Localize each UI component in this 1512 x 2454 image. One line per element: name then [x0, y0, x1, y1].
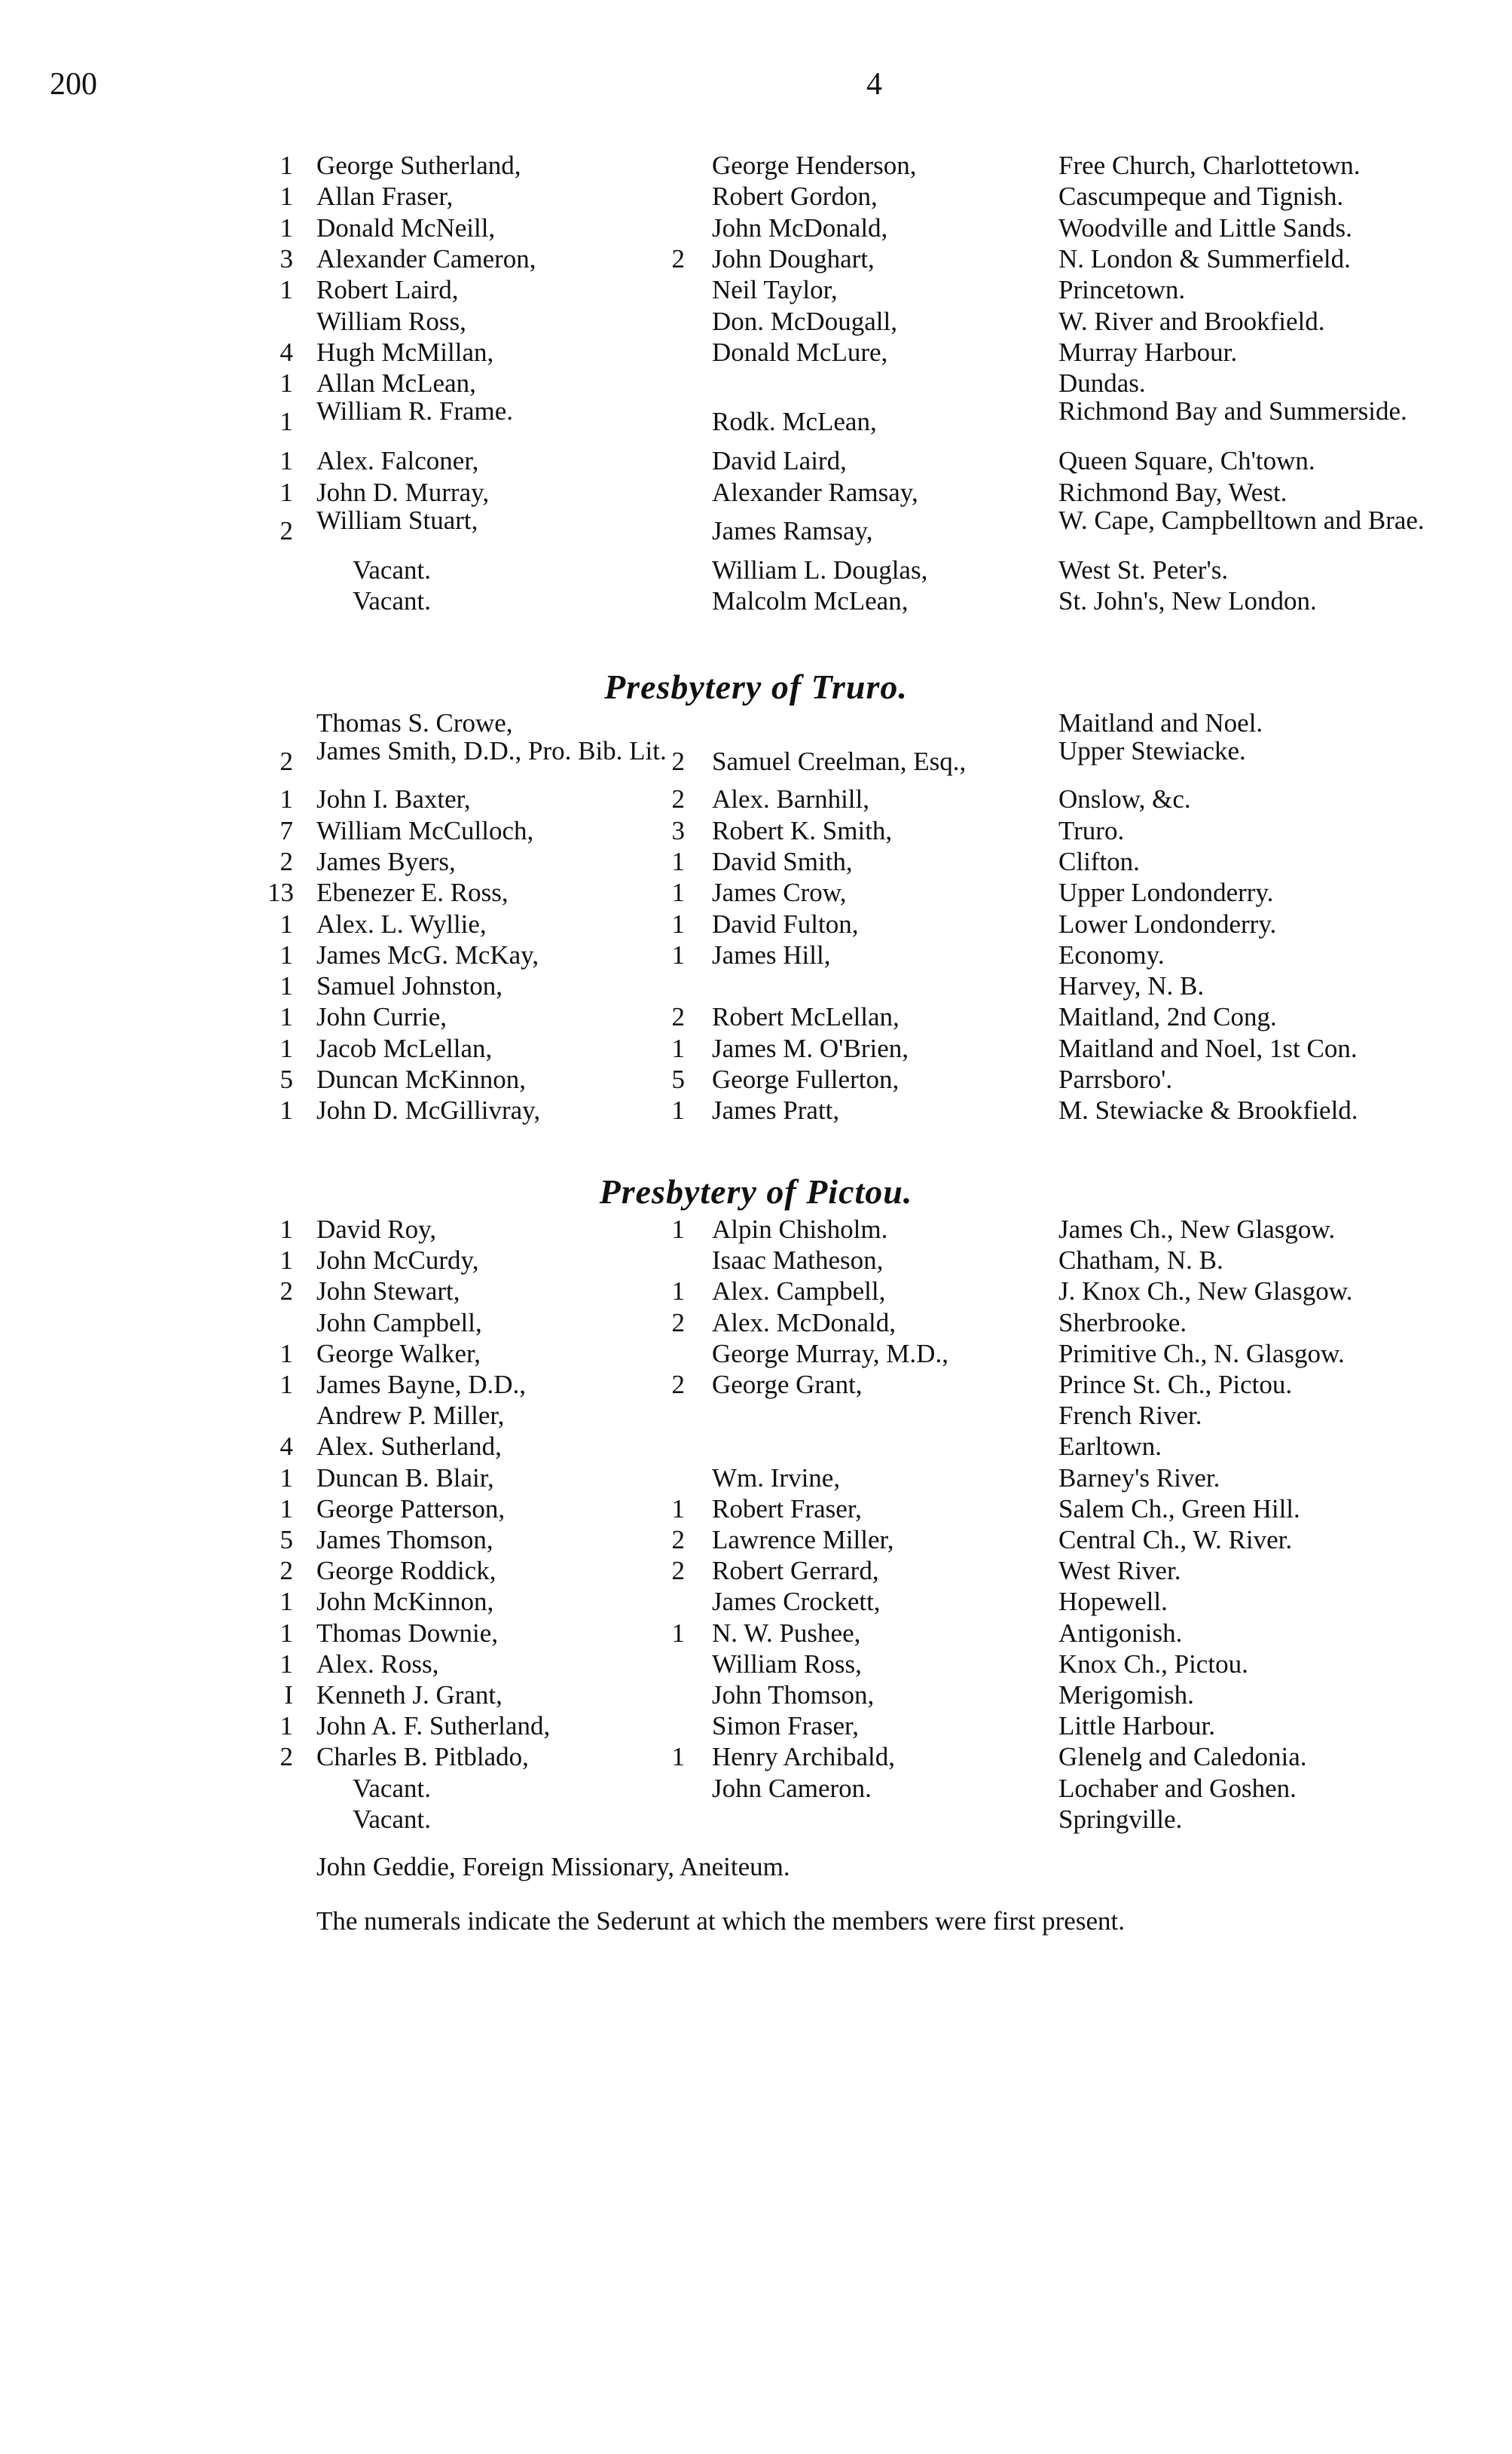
minister-name: Jacob McLellan,: [316, 1033, 493, 1063]
congregation-name: Prince St. Ch., Pictou.: [1058, 1370, 1293, 1399]
elder-name: James M. O'Brien,: [712, 1033, 909, 1063]
congregation-name: Truro.: [1058, 815, 1125, 845]
foreign-missionary-line: John Geddie, Foreign Missionary, Aneiteum.: [316, 1852, 790, 1881]
congregation-name: Richmond Bay and Summerside.: [1058, 396, 1407, 426]
congregation-name: J. Knox Ch., New Glasgow.: [1058, 1276, 1353, 1306]
minister-name: James Bayne, D.D.,: [316, 1370, 527, 1399]
congregation-name: W. Cape, Campbelltown and Brae.: [1058, 506, 1425, 535]
sederunt-number: 2: [279, 1742, 293, 1772]
sederunt-number: 1: [279, 151, 293, 180]
congregation-name: Chatham, N. B.: [1058, 1245, 1223, 1276]
congregation-name: French River.: [1058, 1401, 1202, 1431]
congregation-name: Central Ch., W. River.: [1058, 1525, 1293, 1554]
minister-name: Alex. Sutherland,: [316, 1432, 502, 1462]
congregation-name: Barney's River.: [1058, 1462, 1220, 1493]
minister-name: William McCulloch,: [316, 815, 534, 845]
minister-name: Allan McLean,: [316, 368, 476, 399]
minister-name: Robert Laird,: [316, 275, 459, 305]
elder-sederunt-number: 2: [671, 1525, 685, 1554]
sederunt-number: 4: [279, 1432, 293, 1462]
elder-name: Lawrence Miller,: [712, 1525, 894, 1554]
sederunt-number: 1: [279, 1002, 293, 1032]
sederunt-number: 1: [279, 477, 293, 507]
congregation-name: Queen Square, Ch'town.: [1058, 446, 1315, 476]
sederunt-number: 1: [279, 784, 293, 814]
elder-sederunt-number: 1: [671, 1742, 685, 1772]
sederunt-number: 1: [279, 971, 293, 1001]
minister-name: Thomas S. Crowe,: [316, 708, 513, 738]
congregation-name: Maitland and Noel, 1st Con.: [1058, 1033, 1358, 1063]
congregation-name: Clifton.: [1058, 846, 1140, 876]
sederunt-number: 1: [279, 1711, 293, 1741]
elder-name: David Laird,: [712, 446, 847, 476]
minister-name: William Stuart,: [316, 506, 478, 535]
congregation-name: Little Harbour.: [1058, 1711, 1216, 1741]
sederunt-number: 1: [279, 1338, 293, 1368]
elder-name: Robert Gordon,: [712, 182, 878, 212]
elder-name: Robert McLellan,: [712, 1002, 900, 1032]
congregation-name: Free Church, Charlottetown.: [1058, 151, 1361, 180]
minister-name: Alexander Cameron,: [316, 243, 536, 274]
congregation-name: Maitland and Noel.: [1058, 708, 1263, 738]
presbytery-heading: Presbytery of Truro.: [604, 668, 908, 706]
elder-name: N. W. Pushee,: [712, 1618, 861, 1648]
sederunt-number: 7: [279, 815, 293, 845]
congregation-name: Lower Londonderry.: [1058, 909, 1277, 939]
minister-name: Vacant.: [353, 1804, 431, 1834]
elder-name: Robert Fraser,: [712, 1493, 862, 1523]
sederunt-number: 1: [279, 940, 293, 970]
congregation-name: Woodville and Little Sands.: [1058, 212, 1352, 243]
sederunt-number: 1: [279, 909, 293, 939]
sederunt-number: 1: [279, 368, 293, 399]
sederunt-number: 2: [279, 747, 293, 777]
sederunt-number: 1: [279, 1587, 293, 1617]
minister-name: John Currie,: [316, 1002, 447, 1032]
sederunt-number: 1: [279, 1033, 293, 1063]
minister-name: Kenneth J. Grant,: [316, 1680, 502, 1710]
congregation-name: Antigonish.: [1058, 1618, 1183, 1648]
minister-name: Duncan B. Blair,: [316, 1462, 494, 1493]
congregation-name: Upper Londonderry.: [1058, 878, 1274, 908]
elder-name: William Ross,: [712, 1649, 862, 1679]
congregation-name: Springville.: [1058, 1804, 1183, 1834]
congregation-name: Economy.: [1058, 940, 1165, 970]
elder-sederunt-number: 2: [671, 1307, 685, 1337]
elder-sederunt-number: 1: [671, 878, 685, 908]
elder-name: Neil Taylor,: [712, 275, 838, 305]
elder-sederunt-number: 1: [671, 846, 685, 876]
elder-name: Samuel Creelman, Esq.,: [712, 747, 967, 777]
elder-name: Isaac Matheson,: [712, 1245, 884, 1276]
minister-name: William R. Frame.: [316, 396, 514, 426]
minister-name: Donald McNeill,: [316, 212, 496, 243]
sederunt-number: 13: [267, 878, 294, 908]
elder-name: Robert K. Smith,: [712, 815, 893, 845]
congregation-name: Maitland, 2nd Cong.: [1058, 1002, 1277, 1032]
sederunt-number: 1: [279, 1493, 293, 1523]
minister-name: Allan Fraser,: [316, 182, 454, 212]
sederunt-number: 1: [279, 1096, 293, 1126]
congregation-name: Dundas.: [1058, 368, 1146, 399]
elder-sederunt-number: 1: [671, 1276, 685, 1306]
sederunt-number: 4: [279, 337, 293, 367]
congregation-name: Sherbrooke.: [1058, 1307, 1187, 1337]
elder-name: John Thomson,: [712, 1680, 875, 1710]
elder-sederunt-number: 2: [671, 784, 685, 814]
minister-name: Thomas Downie,: [316, 1618, 499, 1648]
signature-mark: 4: [866, 67, 882, 102]
elder-name: John McDonald,: [712, 212, 888, 243]
presbytery-heading: Presbytery of Pictou.: [599, 1172, 913, 1211]
minister-name: Ebenezer E. Ross,: [316, 878, 509, 908]
sederunt-number: 1: [279, 1245, 293, 1276]
congregation-name: Princetown.: [1058, 275, 1186, 305]
minister-name: James Smith, D.D., Pro. Bib. Lit.: [316, 736, 667, 766]
elder-sederunt-number: 5: [671, 1065, 685, 1094]
elder-name: James Crockett,: [712, 1587, 881, 1617]
elder-sederunt-number: 2: [671, 243, 685, 274]
congregation-name: Cascumpeque and Tignish.: [1058, 182, 1344, 212]
minister-name: John Campbell,: [316, 1307, 482, 1337]
sederunt-number: 2: [279, 516, 293, 546]
congregation-name: Earltown.: [1058, 1432, 1162, 1462]
elder-name: Alex. McDonald,: [712, 1307, 896, 1337]
minister-name: John McCurdy,: [316, 1245, 479, 1276]
congregation-name: Primitive Ch., N. Glasgow.: [1058, 1338, 1345, 1368]
congregation-name: Glenelg and Caledonia.: [1058, 1742, 1307, 1772]
minister-name: Vacant.: [353, 555, 431, 585]
sederunt-number: 1: [279, 407, 293, 437]
sederunt-number: 1: [279, 1618, 293, 1648]
sederunt-number: 1: [279, 446, 293, 476]
congregation-name: N. London & Summerfield.: [1058, 243, 1351, 274]
minister-name: Alex. L. Wyllie,: [316, 909, 487, 939]
sederunt-note: The numerals indicate the Sederunt at which the members were first present.: [316, 1906, 1125, 1936]
congregation-name: W. River and Brookfield.: [1058, 306, 1325, 336]
elder-name: Wm. Irvine,: [712, 1462, 841, 1493]
elder-sederunt-number: 1: [671, 1215, 685, 1244]
elder-sederunt-number: 1: [671, 1033, 685, 1063]
congregation-name: Onslow, &c.: [1058, 784, 1191, 814]
minister-name: Hugh McMillan,: [316, 337, 494, 367]
elder-name: James Pratt,: [712, 1096, 840, 1126]
minister-name: George Walker,: [316, 1338, 481, 1368]
elder-name: Donald McLure,: [712, 337, 888, 367]
sederunt-number: 1: [279, 275, 293, 305]
elder-name: Alpin Chisholm.: [712, 1215, 888, 1244]
elder-sederunt-number: 2: [671, 747, 685, 777]
elder-sederunt-number: 2: [671, 1370, 685, 1399]
sederunt-number: 3: [279, 243, 293, 274]
minister-name: James Byers,: [316, 846, 456, 876]
minister-name: Alex. Falconer,: [316, 446, 479, 476]
minister-name: James McG. McKay,: [316, 940, 539, 970]
minister-name: Vacant.: [353, 1773, 431, 1803]
congregation-name: West St. Peter's.: [1058, 555, 1229, 585]
minister-name: John Stewart,: [316, 1276, 460, 1306]
sederunt-number: 1: [279, 1649, 293, 1679]
elder-sederunt-number: 1: [671, 1096, 685, 1126]
elder-name: Alex. Barnhill,: [712, 784, 869, 814]
elder-name: Henry Archibald,: [712, 1742, 895, 1772]
elder-name: James Crow,: [712, 878, 847, 908]
elder-name: George Murray, M.D.,: [712, 1338, 948, 1368]
sederunt-number: 1: [279, 1370, 293, 1399]
congregation-name: Hopewell.: [1058, 1587, 1168, 1617]
page-number: 200: [50, 67, 97, 102]
sederunt-number: I: [284, 1680, 293, 1710]
elder-sederunt-number: 1: [671, 1493, 685, 1523]
elder-name: David Fulton,: [712, 909, 859, 939]
elder-name: George Fullerton,: [712, 1065, 900, 1094]
congregation-name: Merigomish.: [1058, 1680, 1194, 1710]
minister-name: George Patterson,: [316, 1493, 506, 1523]
elder-name: Simon Fraser,: [712, 1711, 859, 1741]
congregation-name: Harvey, N. B.: [1058, 971, 1205, 1001]
elder-name: Don. McDougall,: [712, 306, 897, 336]
elder-name: James Ramsay,: [712, 516, 873, 546]
elder-name: George Grant,: [712, 1370, 863, 1399]
elder-sederunt-number: 1: [671, 909, 685, 939]
congregation-name: St. John's, New London.: [1058, 586, 1317, 616]
elder-name: James Hill,: [712, 940, 831, 970]
elder-name: John Cameron.: [712, 1773, 872, 1803]
minister-name: Alex. Ross,: [316, 1649, 439, 1679]
elder-name: Alex. Campbell,: [712, 1276, 886, 1306]
congregation-name: Lochaber and Goshen.: [1058, 1773, 1297, 1803]
elder-name: John Doughart,: [712, 243, 875, 274]
elder-sederunt-number: 3: [671, 815, 685, 845]
elder-name: George Henderson,: [712, 151, 917, 180]
minister-name: John I. Baxter,: [316, 784, 471, 814]
elder-name: William L. Douglas,: [712, 555, 928, 585]
minister-name: John D. McGillivray,: [316, 1096, 541, 1126]
sederunt-number: 2: [279, 1276, 293, 1306]
congregation-name: Salem Ch., Green Hill.: [1058, 1493, 1300, 1523]
elder-sederunt-number: 1: [671, 940, 685, 970]
page-header: [0, 66, 1512, 112]
minister-name: James Thomson,: [316, 1525, 493, 1554]
congregation-name: M. Stewiacke & Brookfield.: [1058, 1096, 1358, 1126]
congregation-name: Parrsboro'.: [1058, 1065, 1173, 1094]
elder-name: Alexander Ramsay,: [712, 477, 918, 507]
sederunt-number: 2: [279, 846, 293, 876]
minister-name: William Ross,: [316, 306, 466, 336]
sederunt-number: 1: [279, 212, 293, 243]
congregation-name: West River.: [1058, 1556, 1181, 1586]
elder-name: Malcolm McLean,: [712, 586, 909, 616]
sederunt-number: 1: [279, 182, 293, 212]
minister-name: Samuel Johnston,: [316, 971, 502, 1001]
minister-name: George Roddick,: [316, 1556, 496, 1586]
minister-name: John A. F. Sutherland,: [316, 1711, 551, 1741]
minister-name: Andrew P. Miller,: [316, 1401, 505, 1431]
elder-name: Robert Gerrard,: [712, 1556, 879, 1586]
elder-sederunt-number: 1: [671, 1618, 685, 1648]
minister-name: Duncan McKinnon,: [316, 1065, 527, 1094]
minister-name: John D. Murray,: [316, 477, 490, 507]
sederunt-number: 2: [279, 1556, 293, 1586]
elder-name: Rodk. McLean,: [712, 407, 877, 437]
congregation-name: Knox Ch., Pictou.: [1058, 1649, 1248, 1679]
elder-sederunt-number: 2: [671, 1556, 685, 1586]
sederunt-number: 5: [279, 1065, 293, 1094]
sederunt-number: 5: [279, 1525, 293, 1554]
minister-name: Vacant.: [353, 586, 431, 616]
minister-name: David Roy,: [316, 1215, 437, 1244]
minister-name: John McKinnon,: [316, 1587, 494, 1617]
minister-name: George Sutherland,: [316, 151, 521, 180]
elder-sederunt-number: 2: [671, 1002, 685, 1032]
congregation-name: Richmond Bay, West.: [1058, 477, 1287, 507]
congregation-name: James Ch., New Glasgow.: [1058, 1215, 1336, 1244]
congregation-name: Upper Stewiacke.: [1058, 736, 1246, 766]
congregation-name: Murray Harbour.: [1058, 337, 1238, 367]
sederunt-number: 1: [279, 1462, 293, 1493]
sederunt-number: 1: [279, 1215, 293, 1244]
elder-name: David Smith,: [712, 846, 853, 876]
minister-name: Charles B. Pitblado,: [316, 1742, 529, 1772]
